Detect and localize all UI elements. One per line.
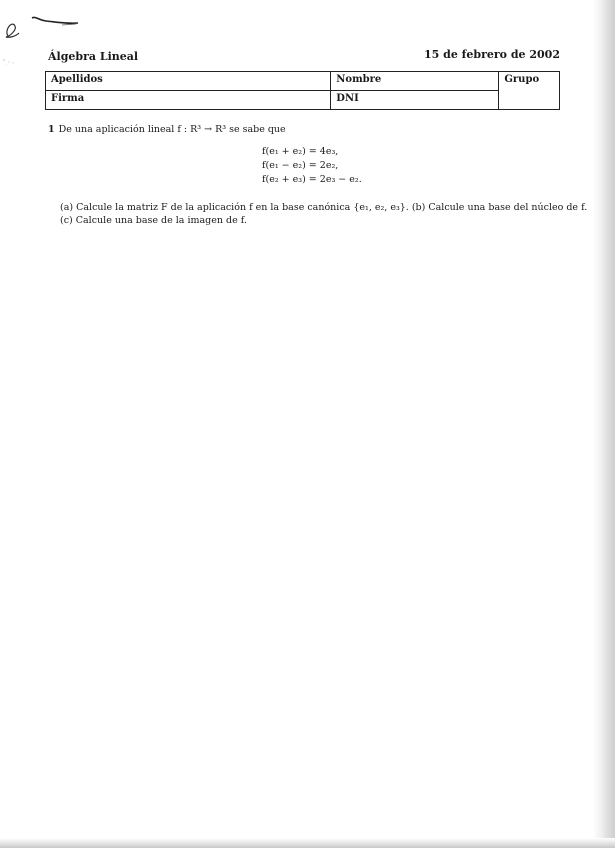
surname-label: Apellidos (51, 74, 103, 85)
problem-text: De una aplicación lineal f : R³ → R³ se sabe que (58, 124, 286, 135)
exam-date: 15 de febrero de 2002 (424, 48, 560, 61)
name-label: Nombre (336, 74, 382, 85)
parts-line-1: (a) Calcule la matriz F de la aplicación f en la base canónica {e₁, e₂, e₃}. (b) Calcule una base del núcleo de f. (60, 202, 588, 213)
signature-label: Firma (51, 93, 85, 104)
id-number-field[interactable] (331, 91, 499, 110)
equation-list (262, 145, 362, 187)
handwritten-scribble (2, 6, 92, 46)
equation-3: f(e₂ + e₃) = 2e₃ − e₂. (262, 174, 362, 185)
student-id-form (45, 71, 560, 110)
group-field[interactable] (499, 72, 560, 110)
problem-number: 1 (48, 124, 55, 135)
scan-shadow-bottom (0, 838, 615, 848)
scan-noise (0, 50, 30, 80)
id-label: DNI (336, 93, 359, 104)
signature-field[interactable] (46, 91, 331, 110)
equation-2: f(e₁ − e₂) = 2e₂, (262, 160, 339, 171)
scan-shadow-right (593, 0, 615, 848)
group-label: Grupo (504, 74, 540, 85)
problem-statement (48, 123, 286, 136)
problem-parts (60, 201, 588, 227)
parts-line-2: (c) Calcule una base de la imagen de f. (60, 215, 247, 226)
course-title: Álgebra Lineal (48, 50, 139, 63)
surname-field[interactable] (46, 72, 331, 91)
equation-1: f(e₁ + e₂) = 4e₃, (262, 146, 339, 157)
name-field[interactable] (331, 72, 499, 91)
